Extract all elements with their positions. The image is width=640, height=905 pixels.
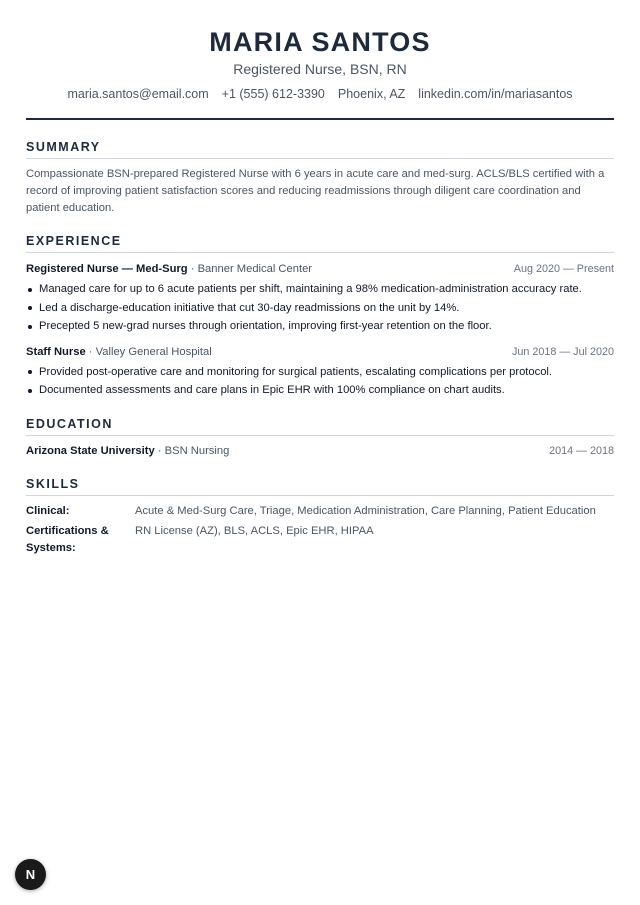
job-header <box>26 345 614 360</box>
experience-section <box>26 234 614 400</box>
candidate-name: MARIA SANTOS <box>209 27 431 57</box>
job-dates: Aug 2020 — Present <box>513 263 614 275</box>
education-entry <box>26 444 614 459</box>
skills-table <box>26 503 614 557</box>
skill-value: RN License (AZ), BLS, ACLS, Epic EHR, HIPAA <box>135 524 374 537</box>
header-divider <box>26 118 614 120</box>
next-logo-badge-button[interactable] <box>15 859 46 890</box>
job-employer: Valley General Hospital <box>95 345 212 358</box>
education-dates: 2014 — 2018 <box>549 444 614 457</box>
resume-page <box>26 0 614 560</box>
job-entry <box>26 262 614 336</box>
contact-linkedin: linkedin.com/in/mariasantos <box>418 87 573 101</box>
job-dates: Jun 2018 — Jul 2020 <box>511 345 614 358</box>
n-logo-icon: N <box>25 867 36 882</box>
separator: · <box>187 263 198 275</box>
skill-row <box>26 503 614 520</box>
candidate-title: Registered Nurse, BSN, RN <box>233 61 407 77</box>
job-employer: Banner Medical Center <box>197 263 313 275</box>
contact-line <box>26 85 614 103</box>
job-role: Registered Nurse — Med-Surg <box>26 263 188 275</box>
skill-label: Certifications & Systems: <box>26 524 109 554</box>
skills-heading: SKILLS <box>26 477 614 496</box>
job-bullets <box>26 363 614 400</box>
education-section <box>26 417 614 459</box>
summary-text: Compassionate BSN-prepared Registered Nurse with 6 years in acute care and med-surg. ACLS/BLS certified with a record of improving patient satisfaction scores and reducing readmissions through diligent care coordination and patient education. <box>26 168 605 214</box>
contact-phone: +1 (555) 612-3390 <box>221 87 325 101</box>
job-entry <box>26 345 614 400</box>
job-header <box>26 262 614 277</box>
bullet-item: Led a discharge-education initiative that cut 30-day readmissions on the unit by 14%. <box>26 299 614 318</box>
bullet-item: Precepted 5 new-grad nurses through orientation, improving first-year retention on the floor. <box>26 317 614 336</box>
education-heading: EDUCATION <box>26 417 614 436</box>
separator: · <box>154 444 165 457</box>
degree-name: BSN Nursing <box>164 444 230 457</box>
contact-location: Phoenix, AZ <box>337 87 406 101</box>
summary-section <box>26 140 614 217</box>
bullet-item: Provided post-operative care and monitoring for surgical patients, escalating complications per protocol. <box>26 363 614 382</box>
bullet-item: Documented assessments and care plans in Epic EHR with 100% compliance on chart audits. <box>26 381 614 400</box>
skill-label: Clinical: <box>26 504 70 517</box>
contact-email: maria.santos@email.com <box>67 87 209 101</box>
bullet-item: Managed care for up to 6 acute patients per shift, maintaining a 98% medication-administration accuracy rate. <box>26 280 614 299</box>
school-name: Arizona State University <box>26 444 155 457</box>
skills-section <box>26 477 614 557</box>
skill-value: Acute & Med-Surg Care, Triage, Medication Administration, Care Planning, Patient Education <box>135 504 596 517</box>
separator: · <box>85 345 96 358</box>
summary-heading: SUMMARY <box>26 140 614 159</box>
skill-row <box>26 523 614 557</box>
job-bullets <box>26 280 614 336</box>
job-role: Staff Nurse <box>26 345 86 358</box>
experience-heading: EXPERIENCE <box>26 234 614 253</box>
